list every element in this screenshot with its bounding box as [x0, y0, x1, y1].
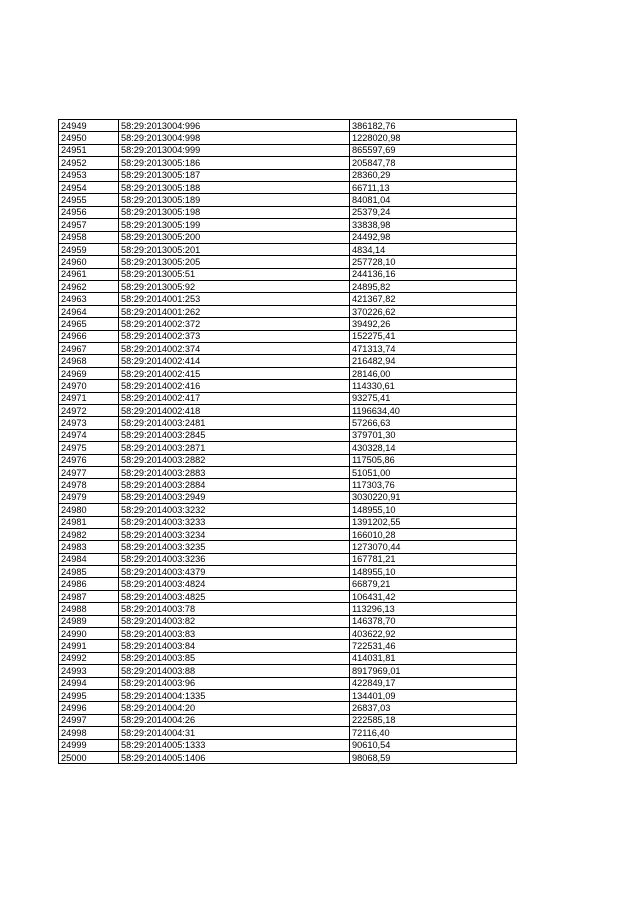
table-row: [59, 714, 517, 726]
row-number-cell: 24987: [59, 590, 119, 602]
value-cell: 152275,41: [350, 330, 517, 342]
cadastral-number-cell: 58:29:2013005:199: [119, 219, 350, 231]
cadastral-number-cell: 58:29:2014003:4825: [119, 590, 350, 602]
row-number-cell: 24962: [59, 281, 119, 293]
value-cell: 414031,81: [350, 652, 517, 664]
row-number-cell: 24966: [59, 330, 119, 342]
row-number-cell: 24982: [59, 528, 119, 540]
value-cell: 39492,26: [350, 318, 517, 330]
cadastral-number-cell: 58:29:2014002:372: [119, 318, 350, 330]
table-row: [59, 702, 517, 714]
value-cell: 422849,17: [350, 677, 517, 689]
table-row: [59, 491, 517, 503]
row-number-cell: 24957: [59, 219, 119, 231]
value-cell: 98068,59: [350, 751, 517, 763]
cadastral-number-cell: 58:29:2014004:20: [119, 702, 350, 714]
value-cell: 722531,46: [350, 640, 517, 652]
row-number-cell: 24999: [59, 739, 119, 751]
value-cell: 166010,28: [350, 528, 517, 540]
value-cell: 167781,21: [350, 553, 517, 565]
table-row: [59, 219, 517, 231]
row-number-cell: 24975: [59, 442, 119, 454]
cadastral-number-cell: 58:29:2014003:2949: [119, 491, 350, 503]
row-number-cell: 24968: [59, 355, 119, 367]
value-cell: 106431,42: [350, 590, 517, 602]
value-cell: 26837,03: [350, 702, 517, 714]
cadastral-number-cell: 58:29:2014003:88: [119, 665, 350, 677]
table-row: [59, 528, 517, 540]
cadastral-number-cell: 58:29:2014003:2481: [119, 417, 350, 429]
value-cell: 379701,30: [350, 429, 517, 441]
table-row: [59, 281, 517, 293]
row-number-cell: 24954: [59, 181, 119, 193]
row-number-cell: 24979: [59, 491, 119, 503]
table-row: [59, 751, 517, 763]
table-row: [59, 343, 517, 355]
value-cell: 8917969,01: [350, 665, 517, 677]
cadastral-number-cell: 58:29:2014003:85: [119, 652, 350, 664]
table-row: [59, 442, 517, 454]
row-number-cell: 24990: [59, 628, 119, 640]
value-cell: 66879,21: [350, 578, 517, 590]
cadastral-number-cell: 58:29:2014005:1406: [119, 751, 350, 763]
cadastral-number-cell: 58:29:2013005:200: [119, 231, 350, 243]
row-number-cell: 24981: [59, 516, 119, 528]
table-row: [59, 628, 517, 640]
value-cell: 66711,13: [350, 181, 517, 193]
table-row: [59, 243, 517, 255]
table-row: [59, 293, 517, 305]
value-cell: 28146,00: [350, 367, 517, 379]
row-number-cell: 24993: [59, 665, 119, 677]
cadastral-number-cell: 58:29:2013004:999: [119, 144, 350, 156]
value-cell: 257728,10: [350, 256, 517, 268]
cadastral-number-cell: 58:29:2013005:201: [119, 243, 350, 255]
cadastral-number-cell: 58:29:2013005:198: [119, 206, 350, 218]
value-cell: 24492,98: [350, 231, 517, 243]
cadastral-number-cell: 58:29:2014002:373: [119, 330, 350, 342]
cadastral-number-cell: 58:29:2014003:2845: [119, 429, 350, 441]
value-cell: 90610,54: [350, 739, 517, 751]
value-cell: 1228020,98: [350, 132, 517, 144]
value-cell: 4834,14: [350, 243, 517, 255]
row-number-cell: 24960: [59, 256, 119, 268]
value-cell: 57266,63: [350, 417, 517, 429]
table-row: [59, 120, 517, 132]
value-cell: 370226,62: [350, 305, 517, 317]
table-row: [59, 615, 517, 627]
table-row: [59, 404, 517, 416]
cadastral-number-cell: 58:29:2013004:996: [119, 120, 350, 132]
value-cell: 33838,98: [350, 219, 517, 231]
cadastral-number-cell: 58:29:2014003:2871: [119, 442, 350, 454]
row-number-cell: 24992: [59, 652, 119, 664]
cadastral-number-cell: 58:29:2013005:205: [119, 256, 350, 268]
value-cell: 146378,70: [350, 615, 517, 627]
row-number-cell: 24996: [59, 702, 119, 714]
table-row: [59, 392, 517, 404]
cadastral-number-cell: 58:29:2013005:189: [119, 194, 350, 206]
value-cell: 471313,74: [350, 343, 517, 355]
table-row: [59, 727, 517, 739]
value-cell: 72116,40: [350, 727, 517, 739]
value-cell: 403622,92: [350, 628, 517, 640]
table-row: [59, 677, 517, 689]
value-cell: 3030220,91: [350, 491, 517, 503]
table-row: [59, 367, 517, 379]
value-cell: 430328,14: [350, 442, 517, 454]
cadastral-number-cell: 58:29:2014003:2884: [119, 479, 350, 491]
table-body: [59, 120, 517, 764]
cadastral-number-cell: 58:29:2014003:3236: [119, 553, 350, 565]
row-number-cell: 24985: [59, 566, 119, 578]
cadastral-number-cell: 58:29:2014002:374: [119, 343, 350, 355]
cadastral-number-cell: 58:29:2013005:188: [119, 181, 350, 193]
cadastral-number-cell: 58:29:2014003:82: [119, 615, 350, 627]
value-cell: 114330,61: [350, 380, 517, 392]
cadastral-number-cell: 58:29:2014003:3235: [119, 541, 350, 553]
table-row: [59, 380, 517, 392]
cadastral-number-cell: 58:29:2014004:26: [119, 714, 350, 726]
cadastral-number-cell: 58:29:2014002:417: [119, 392, 350, 404]
value-cell: 386182,76: [350, 120, 517, 132]
cadastral-number-cell: 58:29:2014003:3232: [119, 504, 350, 516]
cadastral-number-cell: 58:29:2014003:4824: [119, 578, 350, 590]
value-cell: 93275,41: [350, 392, 517, 404]
value-cell: 134401,09: [350, 689, 517, 701]
table-row: [59, 553, 517, 565]
row-number-cell: 24956: [59, 206, 119, 218]
row-number-cell: 24963: [59, 293, 119, 305]
table-row: [59, 256, 517, 268]
table-row: [59, 739, 517, 751]
cadastral-number-cell: 58:29:2014004:31: [119, 727, 350, 739]
row-number-cell: 24959: [59, 243, 119, 255]
table-row: [59, 231, 517, 243]
table-row: [59, 566, 517, 578]
cadastral-number-cell: 58:29:2014003:83: [119, 628, 350, 640]
table-row: [59, 305, 517, 317]
table-row: [59, 640, 517, 652]
row-number-cell: 24958: [59, 231, 119, 243]
cadastral-number-cell: 58:29:2014004:1335: [119, 689, 350, 701]
row-number-cell: 25000: [59, 751, 119, 763]
table-row: [59, 689, 517, 701]
value-cell: 205847,78: [350, 157, 517, 169]
row-number-cell: 24949: [59, 120, 119, 132]
table-row: [59, 590, 517, 602]
table-row: [59, 578, 517, 590]
row-number-cell: 24978: [59, 479, 119, 491]
row-number-cell: 24986: [59, 578, 119, 590]
row-number-cell: 24971: [59, 392, 119, 404]
cadastral-number-cell: 58:29:2014003:3234: [119, 528, 350, 540]
value-cell: 117303,76: [350, 479, 517, 491]
cadastral-number-cell: 58:29:2014003:78: [119, 603, 350, 615]
value-cell: 28360,29: [350, 169, 517, 181]
row-number-cell: 24973: [59, 417, 119, 429]
cadastral-number-cell: 58:29:2014001:253: [119, 293, 350, 305]
value-cell: 244136,16: [350, 268, 517, 280]
cadastral-number-cell: 58:29:2014002:414: [119, 355, 350, 367]
value-cell: 865597,69: [350, 144, 517, 156]
value-cell: 25379,24: [350, 206, 517, 218]
cadastral-number-cell: 58:29:2014003:2883: [119, 466, 350, 478]
row-number-cell: 24984: [59, 553, 119, 565]
cadastral-number-cell: 58:29:2013005:92: [119, 281, 350, 293]
table-row: [59, 132, 517, 144]
row-number-cell: 24951: [59, 144, 119, 156]
row-number-cell: 24950: [59, 132, 119, 144]
value-cell: 222585,18: [350, 714, 517, 726]
row-number-cell: 24980: [59, 504, 119, 516]
value-cell: 148955,10: [350, 566, 517, 578]
table-row: [59, 504, 517, 516]
cadastral-number-cell: 58:29:2014002:415: [119, 367, 350, 379]
row-number-cell: 24967: [59, 343, 119, 355]
cadastral-number-cell: 58:29:2013005:51: [119, 268, 350, 280]
cadastral-number-cell: 58:29:2014002:416: [119, 380, 350, 392]
row-number-cell: 24998: [59, 727, 119, 739]
table-row: [59, 479, 517, 491]
row-number-cell: 24995: [59, 689, 119, 701]
table-row: [59, 157, 517, 169]
row-number-cell: 24974: [59, 429, 119, 441]
cadastral-number-cell: 58:29:2014003:2882: [119, 454, 350, 466]
row-number-cell: 24969: [59, 367, 119, 379]
table-row: [59, 206, 517, 218]
cadastral-number-cell: 58:29:2013004:998: [119, 132, 350, 144]
value-cell: 113296,13: [350, 603, 517, 615]
value-cell: 117505,86: [350, 454, 517, 466]
table-row: [59, 603, 517, 615]
table-row: [59, 665, 517, 677]
row-number-cell: 24970: [59, 380, 119, 392]
table-row: [59, 144, 517, 156]
value-cell: 1273070,44: [350, 541, 517, 553]
table-row: [59, 652, 517, 664]
table-row: [59, 318, 517, 330]
row-number-cell: 24964: [59, 305, 119, 317]
row-number-cell: 24965: [59, 318, 119, 330]
row-number-cell: 24983: [59, 541, 119, 553]
cadastral-number-cell: 58:29:2014003:84: [119, 640, 350, 652]
cadastral-number-cell: 58:29:2014003:96: [119, 677, 350, 689]
table-row: [59, 541, 517, 553]
table-row: [59, 466, 517, 478]
table-row: [59, 330, 517, 342]
cadastral-number-cell: 58:29:2014002:418: [119, 404, 350, 416]
row-number-cell: 24994: [59, 677, 119, 689]
cadastral-number-cell: 58:29:2014005:1333: [119, 739, 350, 751]
cadastral-number-cell: 58:29:2014001:262: [119, 305, 350, 317]
cadastral-number-cell: 58:29:2013005:186: [119, 157, 350, 169]
value-cell: 84081,04: [350, 194, 517, 206]
value-cell: 1196634,40: [350, 404, 517, 416]
table-row: [59, 516, 517, 528]
row-number-cell: 24997: [59, 714, 119, 726]
table-row: [59, 169, 517, 181]
cadastral-number-cell: 58:29:2013005:187: [119, 169, 350, 181]
row-number-cell: 24976: [59, 454, 119, 466]
value-cell: 24895,82: [350, 281, 517, 293]
cadastral-value-table: [58, 119, 517, 764]
row-number-cell: 24961: [59, 268, 119, 280]
value-cell: 148955,10: [350, 504, 517, 516]
table-row: [59, 268, 517, 280]
value-cell: 421367,82: [350, 293, 517, 305]
row-number-cell: 24955: [59, 194, 119, 206]
row-number-cell: 24972: [59, 404, 119, 416]
row-number-cell: 24991: [59, 640, 119, 652]
value-cell: 51051,00: [350, 466, 517, 478]
row-number-cell: 24988: [59, 603, 119, 615]
value-cell: 216482,94: [350, 355, 517, 367]
value-cell: 1391202,55: [350, 516, 517, 528]
table-row: [59, 429, 517, 441]
row-number-cell: 24989: [59, 615, 119, 627]
row-number-cell: 24952: [59, 157, 119, 169]
table-row: [59, 355, 517, 367]
table-row: [59, 417, 517, 429]
cadastral-number-cell: 58:29:2014003:3233: [119, 516, 350, 528]
cadastral-number-cell: 58:29:2014003:4379: [119, 566, 350, 578]
table-row: [59, 194, 517, 206]
table-row: [59, 181, 517, 193]
table-row: [59, 454, 517, 466]
row-number-cell: 24977: [59, 466, 119, 478]
row-number-cell: 24953: [59, 169, 119, 181]
